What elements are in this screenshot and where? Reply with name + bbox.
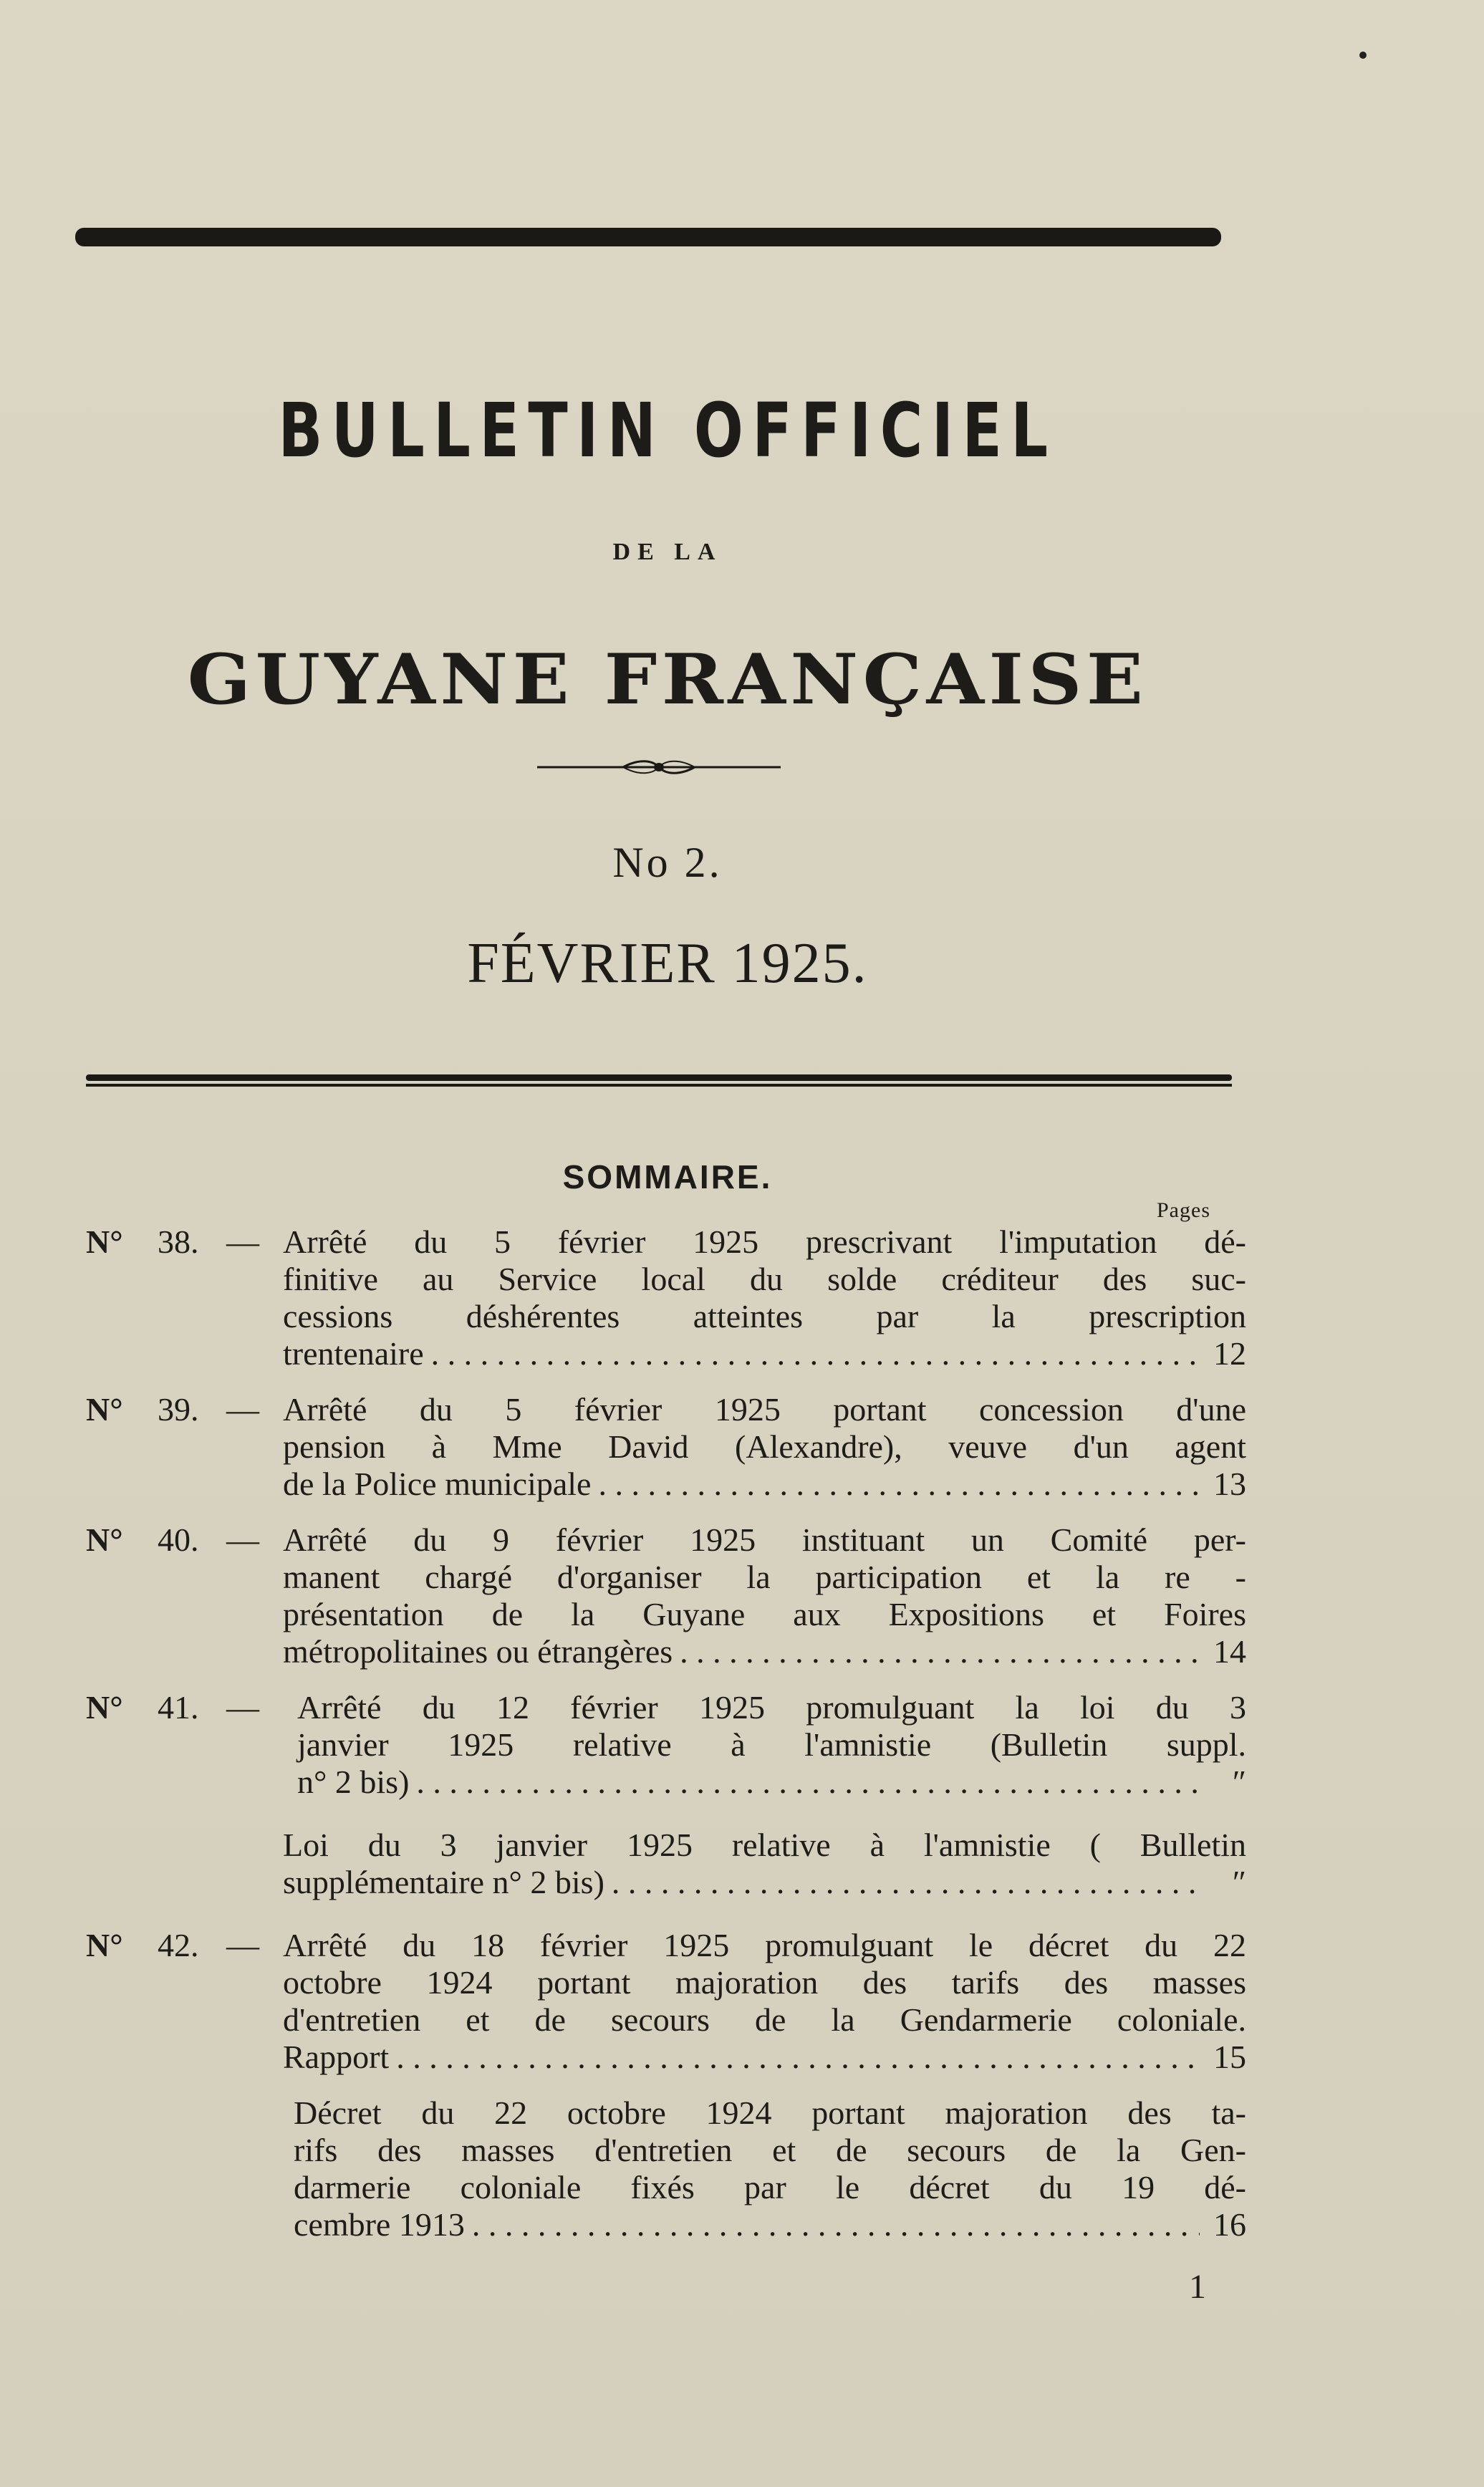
entry-text-line: darmerie coloniale fixés par le décret du 19 dé- [294, 2169, 1246, 2205]
dot-leader [431, 1335, 1200, 1372]
entry-dash: — [226, 1223, 259, 1260]
bulletin-title: BULLETIN OFFICIEL [278, 387, 1057, 474]
issue-number: No 2. [612, 839, 723, 886]
issue-date: FÉVRIER 1925. [467, 932, 868, 995]
entry-page-number: 12 [1213, 1335, 1246, 1372]
entry-page-number: 15 [1213, 2039, 1246, 2075]
entry-text-line: présentation de la Guyane aux Expositions et Foires [283, 1596, 1246, 1632]
entry-dash: — [226, 1391, 259, 1428]
summary-heading: SOMMAIRE. [562, 1158, 773, 1196]
entry-number-sign: N° [86, 1521, 123, 1558]
entry-index: 39. [158, 1391, 199, 1428]
entry-text-line: de la Police municipale [283, 1466, 592, 1502]
title-connector: DE LA [612, 539, 723, 565]
middle-rule [86, 1074, 1232, 1089]
entry-page-number: ″ [1232, 1764, 1246, 1800]
entry-number-sign: N° [86, 1927, 123, 1963]
entry-number-sign: N° [86, 1223, 123, 1260]
entry-page-number: 13 [1213, 1466, 1246, 1502]
entry-page-number: ″ [1232, 1864, 1246, 1900]
entry-text-line: d'entretien et de secours de la Gendarmerie coloniale. [283, 2001, 1246, 2038]
entry-index: 42. [158, 1927, 199, 1963]
entry-text-line: pension à Mme David (Alexandre), veuve d'un agent [283, 1428, 1246, 1465]
entry-text-line: octobre 1924 portant majoration des tarifs des masses [283, 1964, 1246, 2001]
top-rule [75, 228, 1221, 246]
entry-text-line: finitive au Service local du solde créditeur des suc- [283, 1261, 1246, 1297]
entry-dash: — [226, 1927, 259, 1963]
entry-text-line: Loi du 3 janvier 1925 relative à l'amnistie ( Bulletin [283, 1827, 1246, 1863]
entry-text-line: janvier 1925 relative à l'amnistie (Bulletin suppl. [297, 1726, 1246, 1763]
entry-text-line: Arrêté du 9 février 1925 instituant un Comité per- [283, 1521, 1246, 1558]
entry-text-line: rifs des masses d'entretien et de secours de la Gen- [294, 2132, 1246, 2168]
entry-text-line: Arrêté du 5 février 1925 portant concession d'une [283, 1391, 1246, 1428]
dot-leader [416, 1764, 1200, 1801]
entry-page-number: 14 [1213, 1633, 1246, 1670]
dot-leader [680, 1633, 1200, 1670]
entry-text-line: manent chargé d'organiser la participation et la re - [283, 1559, 1246, 1595]
entry-text-line: Décret du 22 octobre 1924 portant majoration des ta- [294, 2094, 1246, 2131]
ornament-divider-icon [537, 756, 781, 778]
dot-leader [396, 2039, 1200, 2076]
summary-subentry-loi [283, 1827, 1246, 1901]
entry-text-line: supplémentaire n° 2 bis) [283, 1864, 604, 1900]
entry-index: 41. [158, 1689, 199, 1726]
dot-leader [472, 2206, 1200, 2243]
entry-text-line: cessions déshérentes atteintes par la prescription [283, 1298, 1246, 1334]
page-folio: 1 [1189, 2268, 1206, 2306]
entry-index: 40. [158, 1521, 199, 1558]
ink-speck [1359, 52, 1367, 59]
entry-text-line: Rapport [283, 2039, 390, 2075]
entry-text-line: cembre 1913 [294, 2206, 465, 2243]
pages-column-label: Pages [1157, 1198, 1210, 1222]
entry-number-sign: N° [86, 1391, 123, 1428]
entry-text-line: trentenaire [283, 1335, 424, 1372]
entry-index: 38. [158, 1223, 199, 1260]
entry-number-sign: N° [86, 1689, 123, 1726]
summary-subentry-decret [294, 2094, 1246, 2243]
entry-text-line: Arrêté du 5 février 1925 prescrivant l'imputation dé- [283, 1223, 1246, 1260]
entry-text-line: Arrêté du 12 février 1925 promulguant la loi du 3 [297, 1689, 1246, 1726]
entry-text-line: métropolitaines ou étrangères [283, 1633, 673, 1670]
entry-page-number: 16 [1213, 2206, 1246, 2243]
entry-text-line: n° 2 bis) [297, 1764, 410, 1800]
dot-leader [612, 1864, 1200, 1901]
dot-leader [598, 1466, 1200, 1503]
colony-title: GUYANE FRANÇAISE [187, 639, 1148, 720]
entry-dash: — [226, 1689, 259, 1726]
entry-text-line: Arrêté du 18 février 1925 promulguant le décret du 22 [283, 1927, 1246, 1963]
entry-dash: — [226, 1521, 259, 1558]
